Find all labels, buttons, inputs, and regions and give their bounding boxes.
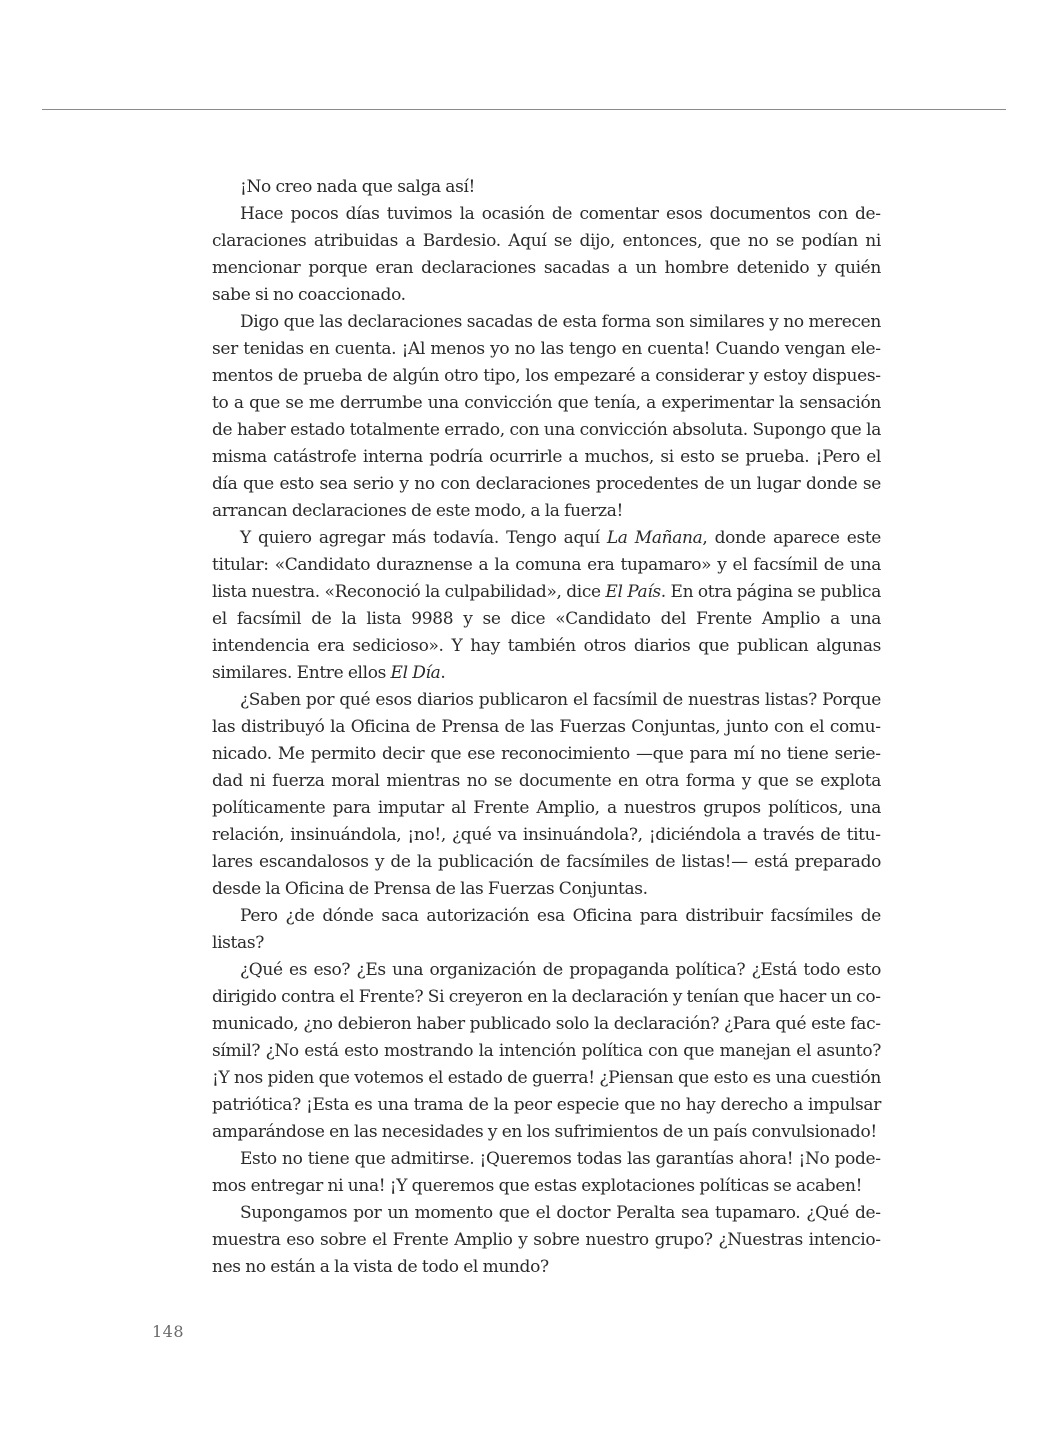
- text-run: , donde aparece este titular: «Candidato duraznense a la comuna era tupamaro» y el facsímil de una lista nuestra. «Reconoció la culpabilidad», dice: [212, 528, 882, 602]
- paragraph: [212, 903, 881, 957]
- italic-title: El País: [605, 582, 661, 602]
- text-run: ¿Saben por qué esos diarios publicaron el facsímil de nuestras listas? Porque las distribuyó la Oficina de Prensa de las Fuerzas Conjuntas, junto con el comunicado. Me permito decir que ese reconocimiento —que para mí no tiene seriedad ni fuerza moral mientras no se documente en otra forma y que se explota políticamente para imputar al Frente Amplio, a nuestros grupos políticos, una relación, insinuándola, ¡no!, ¿qué va insinuándola?, ¡diciéndola a través de titulares escandalosos y de la publicación de facsímiles de listas!— está preparado desde la Oficina de Prensa de las Fuerzas Conjuntas.: [212, 690, 881, 899]
- paragraph: [212, 174, 881, 201]
- italic-title: La Mañana: [606, 528, 703, 548]
- text-run: Hace pocos días tuvimos la ocasión de comentar esos documentos con declaraciones atribuidas a Bardesio. Aquí se dijo, entonces, que no se podían ni mencionar porque eran declaraciones sacadas a un hombre detenido y quién sabe si no coaccionado.: [212, 204, 881, 305]
- text-run: Pero ¿de dónde saca autorización esa Oficina para distribuir facsímiles de listas?: [212, 906, 881, 953]
- paragraph: [212, 201, 881, 309]
- text-run: .: [440, 663, 446, 683]
- paragraph: [212, 687, 881, 903]
- text-run: Esto no tiene que admitirse. ¡Queremos todas las garantías ahora! ¡No podemos entregar ni una! ¡Y queremos que estas explotaciones políticas se acaben!: [212, 1149, 881, 1196]
- page-number: 148: [152, 1322, 185, 1341]
- paragraph: [212, 309, 881, 525]
- body-text: [212, 174, 881, 1281]
- text-run: ¿Qué es eso? ¿Es una organización de propaganda política? ¿Está todo esto dirigido contra el Frente? Si creyeron en la declaración y tenían que hacer un comunicado, ¿no debieron haber publicado solo la declaración? ¿Para qué este facsímil? ¿No está esto mostrando la intención política con que manejan el asunto? ¡Y nos piden que votemos el estado de guerra! ¿Piensan que esto es una cuestión patriótica? ¡Esta es una trama de la peor especie que no hay derecho a impulsar amparándose en las necesidades y en los sufrimientos de un país convulsionado!: [212, 960, 881, 1142]
- paragraph: [212, 957, 881, 1146]
- header-rule: [42, 109, 1006, 110]
- paragraph: [212, 1146, 881, 1200]
- text-run: ¡No creo nada que salga así!: [240, 177, 476, 197]
- text-run: Supongamos por un momento que el doctor Peralta sea tupamaro. ¿Qué demuestra eso sobre el Frente Amplio y sobre nuestro grupo? ¿Nuestras intenciones no están a la vista de todo el mundo?: [212, 1203, 881, 1277]
- paragraph: [212, 1200, 881, 1281]
- text-run: . En otra página se publica el facsímil de la lista 9988 y se dice «Candidato del Frente Amplio a una intendencia era sedicioso». Y hay también otros diarios que publican algunas similares. Entre ellos: [212, 582, 881, 683]
- text-run: Digo que las declaraciones sacadas de esta forma son similares y no merecen ser tenidas en cuenta. ¡Al menos yo no las tengo en cuenta! Cuando vengan elementos de prueba de algún otro tipo, los empezaré a considerar y estoy dispuesto a que se me derrumbe una convicción que tenía, a experimentar la sensación de haber estado totalmente errado, con una convicción absoluta. Supongo que la misma catástrofe interna podría ocurrirle a muchos, si esto se prueba. ¡Pero el día que esto sea serio y no con declaraciones procedentes de un lugar donde se arrancan declaraciones de este modo, a la fuerza!: [212, 312, 881, 521]
- paragraph: [212, 525, 881, 687]
- italic-title: El Día: [390, 663, 441, 683]
- text-run: Y quiero agregar más todavía. Tengo aquí: [240, 528, 607, 548]
